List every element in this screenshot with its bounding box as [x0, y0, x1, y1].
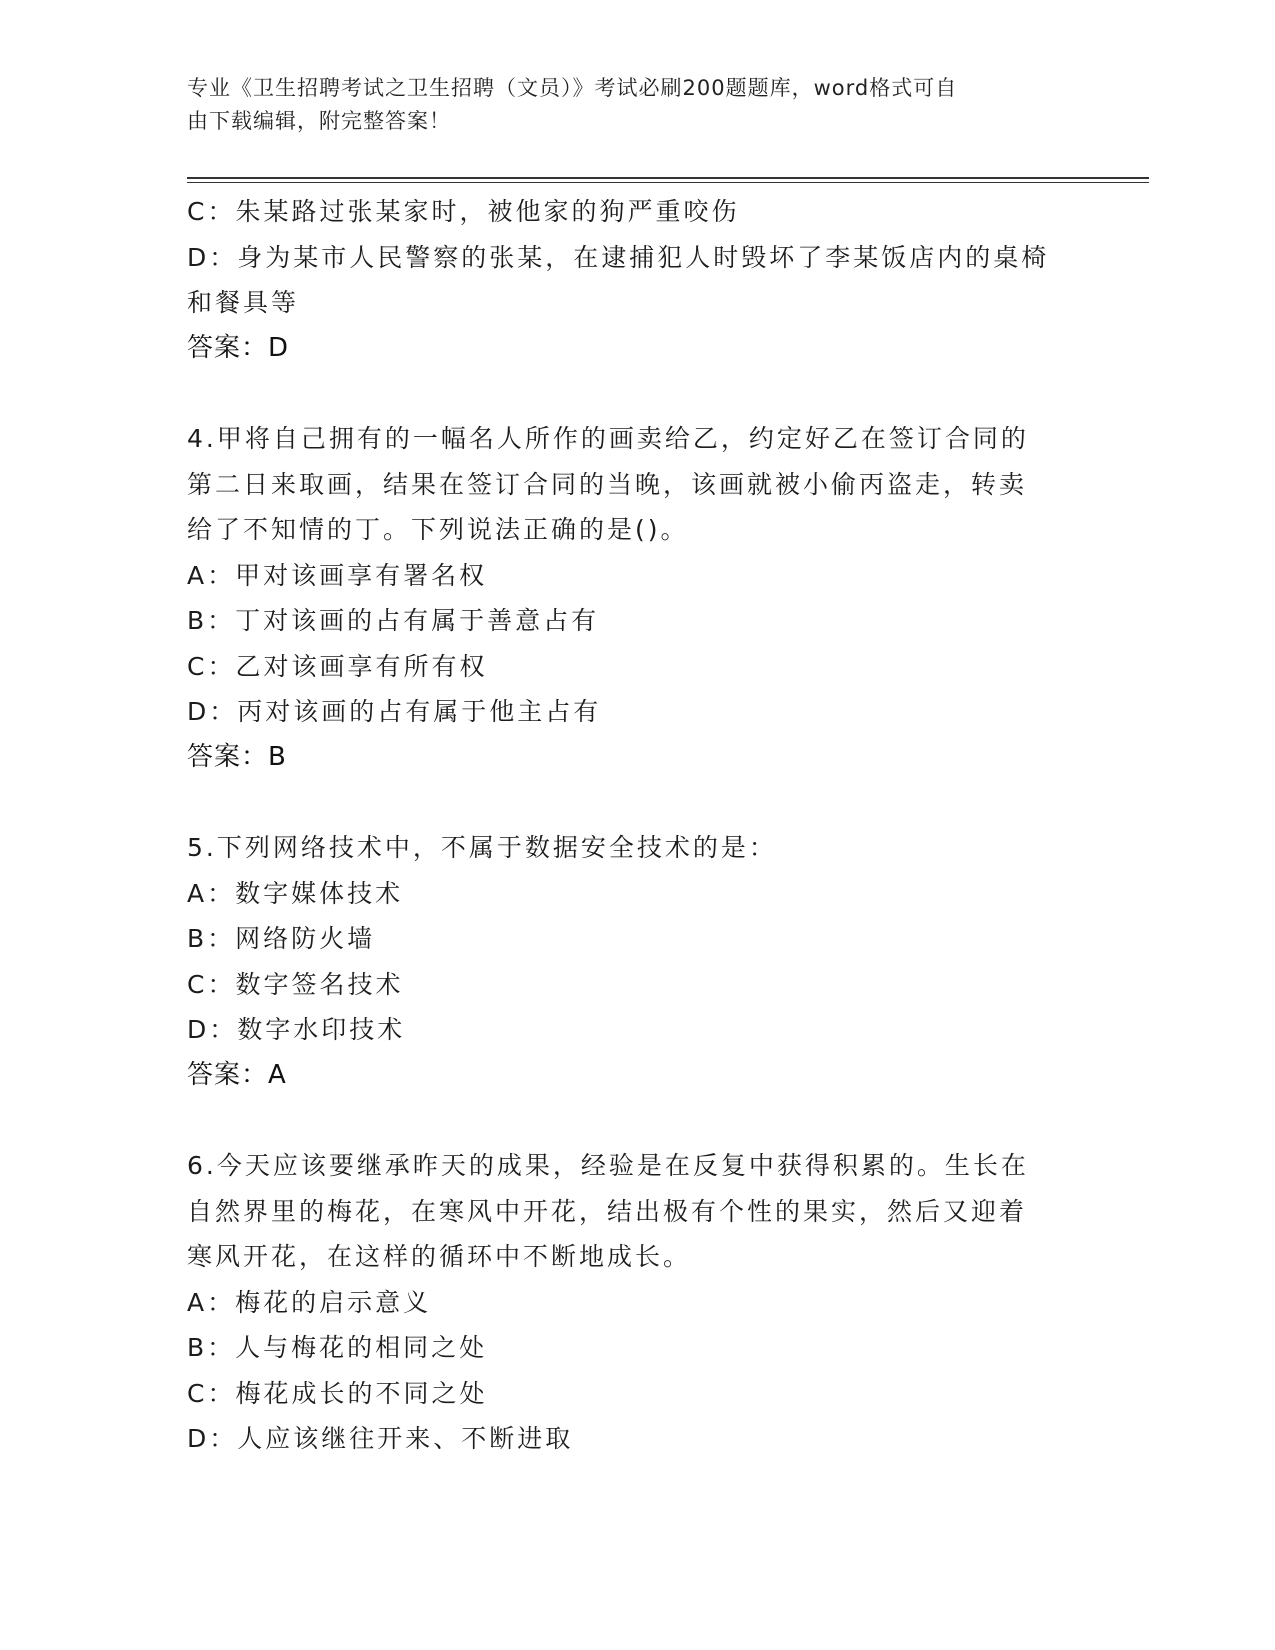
q5-option-c: C：数字签名技术 — [187, 969, 404, 999]
question-4 — [187, 416, 1087, 780]
q6-option-a: A：梅花的启示意义 — [187, 1287, 432, 1317]
q3-answer: 答案：D — [187, 332, 290, 363]
q3-option-c: C：朱某路过张某家时，被他家的狗严重咬伤 — [187, 197, 740, 226]
q4-option-c: C：乙对该画享有所有权 — [187, 651, 488, 681]
q5-option-b: B：网络防火墙 — [187, 924, 376, 953]
q3-option-d-line-2: 和餐具等 — [187, 288, 300, 317]
q6-stem-line-1: 6.今天应该要继承昨天的成果，经验是在反复中获得积累的。生长在 — [187, 1151, 1029, 1180]
header-line-2: 由下载编辑，附完整答案！ — [187, 109, 451, 133]
q5-option-a: A：数字媒体技术 — [187, 878, 404, 908]
q4-answer: 答案：B — [187, 741, 287, 772]
question-3-tail — [187, 189, 1087, 371]
header-divider-thin — [187, 182, 1149, 183]
q4-stem-line-3: 给了不知情的丁。下列说法正确的是()。 — [187, 515, 689, 544]
q3-option-d-line-1: D：身为某市人民警察的张某，在逮捕犯人时毁坏了李某饭店内的桌椅 — [187, 242, 1050, 272]
q4-stem-line-2: 第二日来取画，结果在签订合同的当晚，该画就被小偷丙盗走，转卖 — [187, 469, 1028, 499]
q6-option-c: C：梅花成长的不同之处 — [187, 1378, 488, 1408]
q6-stem-line-2: 自然界里的梅花，在寒风中开花，结出极有个性的果实，然后又迎着 — [187, 1196, 1028, 1226]
q6-option-d: D：人应该继往开来、不断进取 — [187, 1424, 574, 1453]
spacer — [187, 1098, 1087, 1143]
q4-stem-line-1: 4.甲将自己拥有的一幅名人所作的画卖给乙，约定好乙在签订合同的 — [187, 424, 1029, 453]
spacer — [187, 371, 1087, 416]
document-header — [187, 72, 1067, 138]
spacer — [187, 780, 1087, 825]
question-5 — [187, 825, 1087, 1098]
header-divider-thick — [187, 177, 1149, 179]
q6-option-b: B：人与梅花的相同之处 — [187, 1333, 488, 1362]
document-body — [187, 189, 1087, 1462]
question-6 — [187, 1143, 1087, 1462]
q4-option-b: B：丁对该画的占有属于善意占有 — [187, 606, 600, 635]
q5-option-d: D：数字水印技术 — [187, 1015, 406, 1044]
q4-option-d: D：丙对该画的占有属于他主占有 — [187, 697, 602, 726]
q4-option-a: A：甲对该画享有署名权 — [187, 560, 488, 590]
header-line-1: 专业《卫生招聘考试之卫生招聘（文员）》考试必刷200题题库，word格式可自 — [187, 76, 958, 100]
q6-stem-line-3: 寒风开花，在这样的循环中不断地成长。 — [187, 1242, 692, 1271]
q5-answer: 答案：A — [187, 1059, 287, 1090]
q5-stem-line-1: 5.下列网络技术中，不属于数据安全技术的是： — [187, 833, 777, 862]
